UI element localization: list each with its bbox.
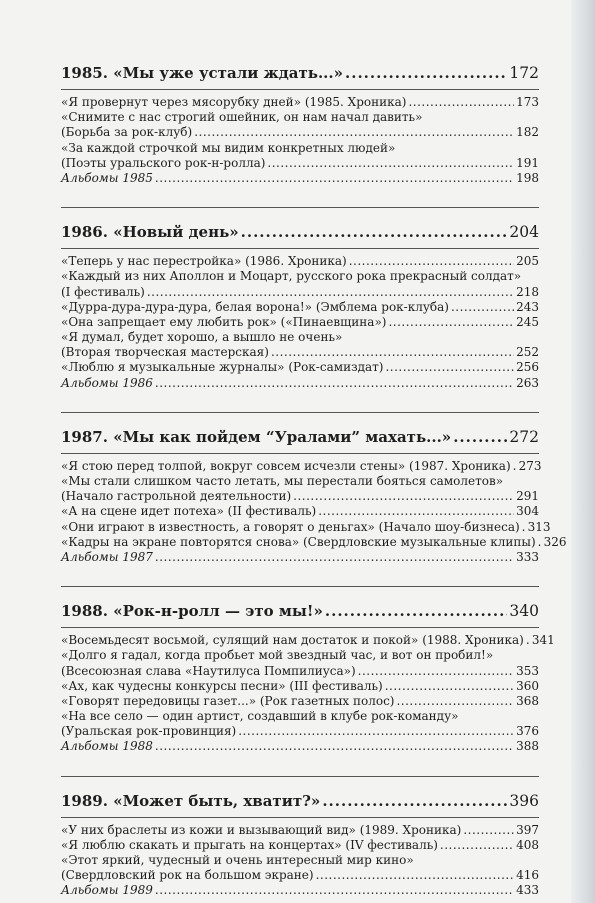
dot-leader (538, 535, 542, 550)
entry-text: «Люблю я музыкальные журналы» (Рок-самиздат) (61, 360, 384, 375)
dot-leader (349, 254, 514, 269)
section-heading[interactable] (61, 427, 539, 449)
dot-leader (325, 601, 508, 621)
section-entries (61, 458, 567, 565)
entry-page-number: 433 (516, 883, 539, 898)
entry-text: (Свердловский рок на большом экране) (61, 868, 314, 883)
section-underline (61, 627, 539, 628)
dot-leader (385, 679, 514, 694)
entry-text: «Мы стали слишком часто летать, мы перестали бояться самолетов» (61, 474, 504, 488)
entry-page-number: 273 (518, 458, 542, 473)
section-underline (61, 89, 539, 90)
entry-text: Альбомы 1986 (61, 375, 153, 390)
section-divider (61, 412, 539, 413)
dot-leader (155, 883, 514, 898)
albums-entry[interactable] (61, 550, 539, 565)
toc-entry[interactable] (61, 648, 539, 678)
dot-leader (388, 315, 514, 330)
entry-text: «Долго я гадал, когда пробьет мой звездный час, и вот он пробил!» (61, 648, 494, 663)
dot-leader (453, 427, 507, 447)
dot-leader (526, 633, 530, 648)
toc-entry[interactable] (61, 853, 539, 883)
entry-text: «Они играют в известность, а говорят о деньгах» (Начало шоу-бизнеса) (61, 519, 520, 534)
entry-text: «На все село — один артист, создавший в клубе рок-команду» (61, 709, 459, 724)
dot-leader (513, 459, 517, 474)
entry-page-number: 198 (516, 170, 539, 185)
section-title: 1988. «Рок-н-ролл — это мы!» (61, 602, 323, 621)
toc-entry[interactable] (61, 679, 539, 694)
entry-text: (Вторая творческая мастерская) (61, 345, 269, 360)
dot-leader (318, 504, 514, 519)
entry-text: «Восемьдесят восьмой, сулящий нам достаток и покой» (1988. Хроника) (61, 633, 524, 648)
entry-text: «Я провернут через мясорубку дней» (1985. Хроника) (61, 95, 407, 109)
entry-page-number: 408 (516, 837, 539, 852)
entry-text: (Всесоюзная слава «Наутилуса Помпилиуса») (61, 663, 356, 678)
entry-page-number: 353 (516, 663, 539, 678)
toc-entry[interactable] (61, 519, 551, 535)
entry-text: «Ах, как чудесны конкурсы песни» (III фестиваль) (61, 678, 383, 693)
entry-page-number: 326 (543, 534, 567, 549)
section-underline (61, 817, 539, 818)
toc-entry[interactable] (61, 534, 567, 550)
section-page-number: 340 (509, 602, 539, 621)
section-divider (61, 207, 539, 208)
dot-leader (267, 156, 514, 171)
entry-page-number: 205 (516, 254, 539, 269)
section-entries (61, 95, 539, 186)
toc-section (61, 776, 539, 899)
section-page-number: 272 (509, 427, 539, 446)
entry-page-number: 263 (516, 375, 539, 390)
section-title: 1987. «Мы как пойдем “Уралами” махать...» (61, 427, 452, 446)
dot-leader (463, 823, 514, 838)
entry-page-number: 333 (516, 549, 539, 564)
dot-leader (451, 300, 514, 315)
toc-entry[interactable] (61, 838, 539, 853)
entry-page-number: 376 (516, 724, 539, 739)
dot-leader (241, 222, 508, 242)
entry-page-number: 173 (516, 95, 539, 109)
dot-leader (316, 868, 515, 883)
toc-section (61, 63, 539, 186)
dot-leader (358, 664, 514, 679)
entry-page-number: 388 (516, 739, 539, 754)
section-underline (61, 248, 539, 249)
dot-leader (322, 791, 507, 811)
entry-page-number: 291 (516, 489, 539, 504)
section-divider (61, 776, 539, 777)
entry-page-number: 313 (527, 519, 551, 534)
dot-leader (396, 694, 514, 709)
entry-text: Альбомы 1985 (61, 170, 153, 185)
dot-leader (238, 724, 514, 739)
toc-entry[interactable] (61, 330, 539, 360)
entry-text: «Снимите с нас строгий ошейник, он нам начал давить» (61, 110, 423, 125)
toc-section (61, 207, 539, 391)
entry-page-number: 397 (516, 822, 539, 837)
section-page-number: 172 (509, 64, 539, 82)
section-divider (61, 586, 539, 587)
entry-text: «Кадры на экране повторятся снова» (Свердловские музыкальные клипы) (61, 534, 536, 549)
entry-text: Альбомы 1989 (61, 883, 153, 898)
toc-section (61, 412, 567, 565)
toc-entry[interactable] (61, 823, 539, 838)
toc-entry[interactable] (61, 360, 539, 375)
entry-page-number: 368 (516, 693, 539, 708)
entry-page-number: 252 (516, 345, 539, 360)
entry-text: «Дурра-дура-дура-дура, белая ворона!» (Эмблема рок-клуба) (61, 299, 449, 314)
entry-page-number: 360 (516, 678, 539, 693)
entry-page-number: 182 (516, 125, 539, 140)
entry-text: Альбомы 1987 (61, 549, 153, 564)
albums-entry[interactable] (61, 376, 539, 391)
dot-leader (408, 95, 514, 110)
toc-section (61, 586, 555, 755)
toc-entry[interactable] (61, 141, 539, 171)
dot-leader (522, 520, 526, 535)
entry-text: «Теперь у нас перестройка» (1986. Хроника) (61, 254, 347, 269)
albums-entry[interactable] (61, 739, 539, 754)
entry-page-number: 243 (516, 299, 539, 314)
entry-page-number: 416 (516, 868, 539, 883)
entry-text: «Каждый из них Аполлон и Моцарт, русского рока прекрасный солдат» (61, 269, 522, 284)
section-title: 1986. «Новый день» (61, 223, 239, 242)
section-heading[interactable] (61, 222, 539, 244)
entry-text: «Я люблю скакать и прыгать на концертах» (IV фестиваль) (61, 837, 438, 852)
toc-entry[interactable] (61, 254, 539, 269)
book-spine-shadow (571, 0, 595, 903)
dot-leader (293, 489, 514, 504)
entry-text: «Она запрещает ему любить рок» («Пинаевщина») (61, 314, 387, 329)
albums-entry[interactable] (61, 171, 539, 186)
dot-leader (440, 838, 514, 853)
entry-text: «Я стою перед толпой, вокруг совсем исчезли стены» (1987. Хроника) (61, 458, 511, 473)
entry-text: «А на сцене идет потеха» (II фестиваль) (61, 504, 317, 519)
entry-text: (Поэты уральского рок-н-ролла) (61, 155, 266, 170)
section-title: 1989. «Может быть, хватит?» (61, 791, 321, 810)
albums-entry[interactable] (61, 883, 539, 898)
section-heading[interactable] (61, 63, 539, 85)
entry-page-number: 218 (516, 284, 539, 299)
entry-text: (Борьба за рок-клуб) (61, 125, 193, 140)
toc-entry[interactable] (61, 633, 555, 648)
section-page-number: 204 (509, 223, 539, 242)
section-title: 1985. «Мы уже устали ждать...» (61, 64, 343, 82)
entry-text: «За каждой строчкой мы видим конкретных людей» (61, 140, 396, 155)
entry-text: «Этот яркий, чудесный и очень интересный мир кино» (61, 853, 414, 867)
section-heading[interactable] (61, 601, 539, 623)
dot-leader (385, 360, 514, 375)
entry-page-number: 304 (516, 504, 539, 519)
table-of-contents (61, 63, 567, 899)
section-page-number: 396 (509, 791, 539, 810)
toc-entry[interactable] (61, 269, 539, 299)
section-underline (61, 453, 539, 454)
section-entries (61, 633, 555, 755)
toc-entry[interactable] (61, 110, 539, 140)
entry-page-number: 245 (516, 314, 539, 329)
section-heading[interactable] (61, 791, 539, 813)
entry-page-number: 341 (531, 633, 555, 648)
dot-leader (155, 171, 514, 186)
entry-text: (Начало гастрольной деятельности) (61, 489, 292, 504)
toc-entry[interactable] (61, 458, 542, 474)
entry-page-number: 256 (516, 360, 539, 375)
entry-page-number: 191 (516, 155, 539, 170)
section-entries (61, 254, 539, 391)
entry-text: (Уральская рок-провинция) (61, 724, 237, 739)
dot-leader (155, 739, 514, 754)
dot-leader (147, 285, 514, 300)
dot-leader (345, 63, 507, 83)
toc-entry[interactable] (61, 315, 539, 330)
dot-leader (155, 376, 514, 391)
toc-entry[interactable] (61, 474, 539, 504)
entry-text: Альбомы 1988 (61, 739, 153, 754)
toc-entry[interactable] (61, 694, 539, 709)
entry-text: «Говорят передовицы газет...» (Рок газетных полос) (61, 693, 395, 708)
section-entries (61, 823, 539, 899)
toc-entry[interactable] (61, 300, 539, 315)
toc-entry[interactable] (61, 709, 539, 739)
entry-text: (I фестиваль) (61, 284, 145, 299)
entry-text: «Я думал, будет хорошо, а вышло не очень» (61, 330, 343, 345)
dot-leader (271, 345, 514, 360)
dot-leader (155, 550, 514, 565)
entry-text: «У них браслеты из кожи и вызывающий вид» (1989. Хроника) (61, 822, 462, 837)
toc-entry[interactable] (61, 95, 539, 110)
toc-entry[interactable] (61, 504, 539, 519)
dot-leader (194, 125, 514, 140)
